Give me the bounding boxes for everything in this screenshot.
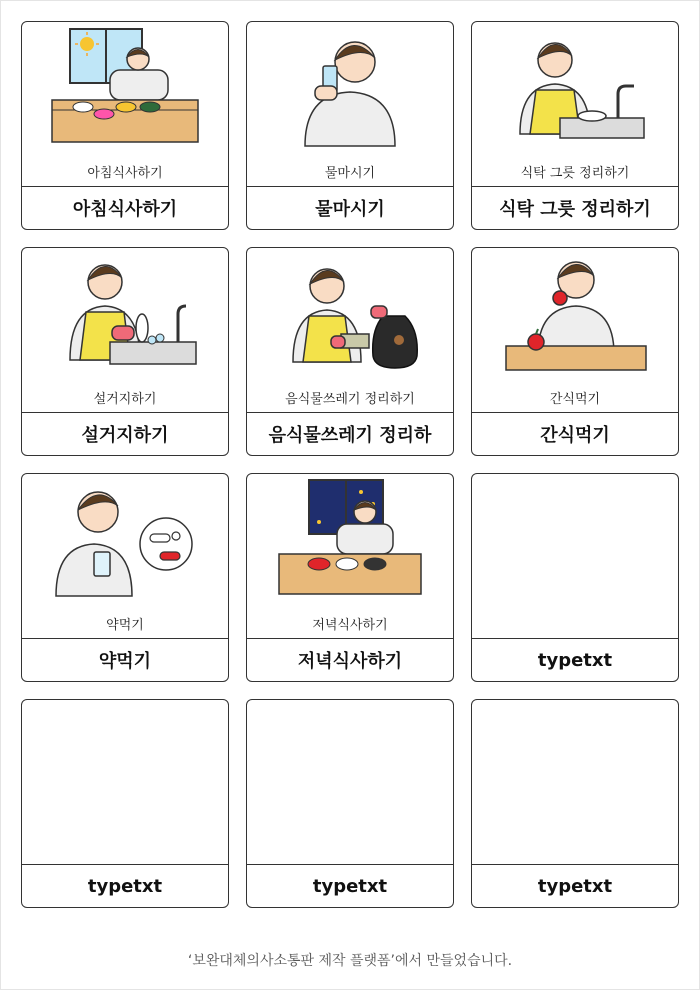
- snack-picture: [472, 248, 678, 376]
- breakfast-picture: [22, 22, 228, 150]
- card-dinner[interactable]: [246, 473, 454, 682]
- drink-water-picture: [247, 22, 453, 150]
- card-caption: 음식물쓰레기 정리하기: [285, 392, 415, 407]
- card-caption: 설거지하기: [93, 392, 157, 407]
- dinner-icon: [275, 476, 425, 600]
- drink-water-icon: [275, 24, 425, 148]
- card-breakfast[interactable]: [21, 21, 229, 230]
- food-waste-picture: [247, 248, 453, 376]
- card-label: 물마시기: [315, 199, 385, 220]
- wash-dishes-icon: [50, 250, 200, 374]
- card-empty[interactable]: [471, 473, 679, 682]
- medicine-icon: [50, 476, 200, 600]
- footer-credit: ‘보완대체의사소통판 제작 플랫폼’에서 만들었습니다.: [187, 953, 513, 969]
- dinner-picture: [247, 474, 453, 602]
- card-caption: 식탁 그릇 정리하기: [520, 166, 630, 181]
- food-waste-icon: [275, 250, 425, 374]
- card-label: 음식물쓰레기 정리하: [268, 425, 432, 446]
- snack-icon: [500, 250, 650, 374]
- card-wash-dishes[interactable]: [21, 247, 229, 456]
- clear-table-picture: [472, 22, 678, 150]
- card-snack[interactable]: [471, 247, 679, 456]
- card-label: 식탁 그릇 정리하기: [499, 199, 651, 220]
- breakfast-icon: [50, 24, 200, 148]
- wash-dishes-picture: [22, 248, 228, 376]
- card-clear-table[interactable]: [471, 21, 679, 230]
- card-label: typetxt: [87, 875, 163, 897]
- clear-table-icon: [500, 24, 650, 148]
- card-caption: 간식먹기: [549, 392, 601, 407]
- card-label: typetxt: [312, 875, 388, 897]
- card-empty[interactable]: [21, 699, 229, 908]
- card-caption: 물마시기: [324, 166, 376, 181]
- card-label: 설거지하기: [81, 425, 169, 446]
- card-empty[interactable]: [246, 699, 454, 908]
- card-label: 간식먹기: [540, 425, 610, 446]
- card-label: 약먹기: [98, 651, 152, 672]
- card-caption: 아침식사하기: [87, 166, 163, 181]
- card-empty[interactable]: [471, 699, 679, 908]
- card-caption: 저녁식사하기: [312, 618, 388, 633]
- card-food-waste[interactable]: [246, 247, 454, 456]
- card-label: 저녁식사하기: [297, 651, 403, 672]
- card-label: 아침식사하기: [72, 199, 178, 220]
- medicine-picture: [22, 474, 228, 602]
- card-label: typetxt: [537, 649, 613, 671]
- card-caption: 약먹기: [106, 618, 144, 633]
- card-medicine[interactable]: [21, 473, 229, 682]
- card-drink-water[interactable]: [246, 21, 454, 230]
- card-grid: [21, 21, 679, 908]
- card-label: typetxt: [537, 875, 613, 897]
